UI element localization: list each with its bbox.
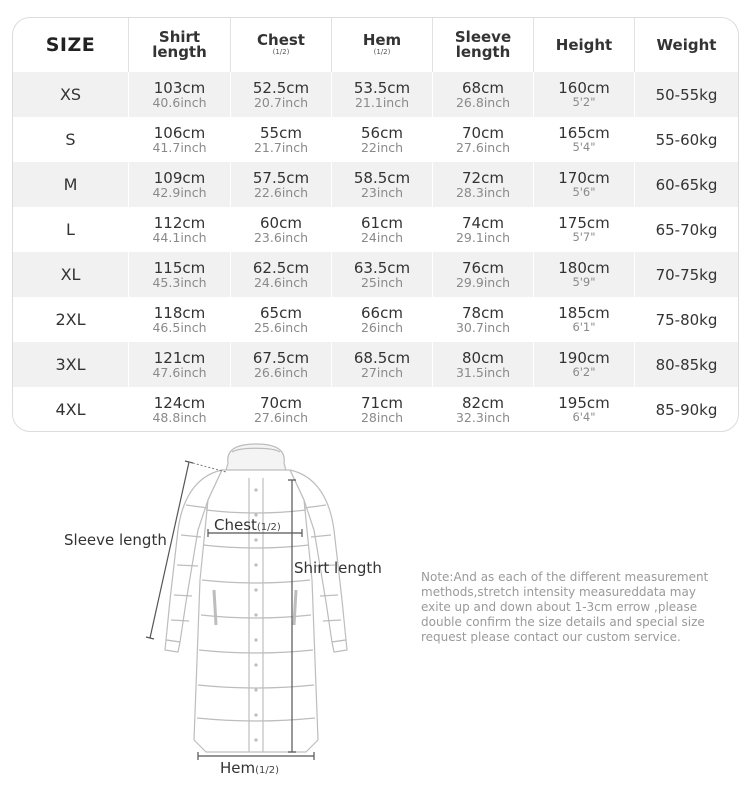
cell-hem xyxy=(332,252,433,297)
sleeve-length-value: 28.3inch xyxy=(455,184,511,200)
cell-shirt-length xyxy=(129,342,231,387)
hem-value: 27inch xyxy=(360,364,404,380)
sleeve-length-value: 26.8inch xyxy=(455,94,511,110)
cell-weight xyxy=(635,117,738,162)
cell-shirt-length xyxy=(129,387,231,432)
chest-value: 27.6inch xyxy=(253,409,309,425)
weight-value: 50-55kg xyxy=(655,85,718,104)
size-value: 4XL xyxy=(55,400,86,419)
height-value: 6'2" xyxy=(572,365,596,379)
chest-value: 52.5cm xyxy=(252,78,310,97)
hem-value: 66cm xyxy=(361,303,403,322)
cell-height xyxy=(534,207,635,252)
table-row xyxy=(13,252,738,297)
cell-size xyxy=(13,387,129,432)
hem-value: 58.5cm xyxy=(353,168,411,187)
cell-hem xyxy=(332,162,433,207)
cell-weight xyxy=(635,252,738,297)
header-size: SIZE xyxy=(13,18,129,72)
chest-value: 20.7inch xyxy=(253,94,309,110)
header-sleeve-length: Sleeve length xyxy=(433,18,534,72)
height-value: 5'4" xyxy=(572,140,596,154)
sleeve-length-value: 30.7inch xyxy=(455,319,511,335)
cell-weight xyxy=(635,342,738,387)
cell-chest xyxy=(231,297,332,342)
shirt-length-value: 42.9inch xyxy=(152,184,207,200)
cell-sleeve-length xyxy=(433,162,534,207)
cell-sleeve-length xyxy=(433,72,534,117)
shirt-length-value: 118cm xyxy=(153,303,206,322)
cell-shirt-length xyxy=(129,252,231,297)
height-value: 170cm xyxy=(558,169,610,187)
height-value: 195cm xyxy=(558,394,610,412)
cell-shirt-length xyxy=(129,162,231,207)
cell-hem xyxy=(332,207,433,252)
chest-value: 62.5cm xyxy=(252,258,310,277)
shirt-length-value: 124cm xyxy=(153,393,206,412)
size-value: 3XL xyxy=(55,355,86,374)
hem-value: 23inch xyxy=(360,184,404,200)
cell-hem xyxy=(332,297,433,342)
cell-chest xyxy=(231,342,332,387)
cell-size xyxy=(13,297,129,342)
hem-value: 24inch xyxy=(360,229,404,245)
cell-height xyxy=(534,252,635,297)
chest-value: 22.6inch xyxy=(253,184,309,200)
chest-label: Chest(1/2) xyxy=(214,516,281,534)
sleeve-length-value: 76cm xyxy=(462,258,504,277)
size-value: XL xyxy=(60,265,81,284)
sleeve-length-value: 74cm xyxy=(462,213,504,232)
hem-label: Hem(1/2) xyxy=(220,759,280,777)
cell-shirt-length xyxy=(129,117,231,162)
cell-chest xyxy=(231,387,332,432)
weight-value: 65-70kg xyxy=(655,220,718,239)
height-value: 160cm xyxy=(558,79,610,97)
header-height: Height xyxy=(534,18,635,72)
hem-value: 28inch xyxy=(360,409,404,425)
shirt-length-value: 121cm xyxy=(153,348,206,367)
chest-value: 24.6inch xyxy=(253,274,309,290)
shirt-length-value: 44.1inch xyxy=(152,229,207,245)
shirt-length-value: 47.6inch xyxy=(152,364,207,380)
shirt-length-value: 103cm xyxy=(153,78,206,97)
header-weight: Weight xyxy=(656,35,717,54)
height-value: 165cm xyxy=(558,124,610,142)
size-value: XS xyxy=(59,85,82,104)
height-value: 175cm xyxy=(558,214,610,232)
height-value: 5'9" xyxy=(572,275,596,289)
cell-height xyxy=(534,387,635,432)
size-value: 2XL xyxy=(55,310,86,329)
hem-value: 25inch xyxy=(360,274,404,290)
cell-height xyxy=(534,342,635,387)
weight-value: 75-80kg xyxy=(655,310,718,329)
cell-weight xyxy=(635,72,738,117)
chest-value: 70cm xyxy=(260,393,302,412)
shirt-length-value: 46.5inch xyxy=(152,319,207,335)
cell-shirt-length xyxy=(129,297,231,342)
cell-height xyxy=(534,117,635,162)
sleeve-length-value: 29.9inch xyxy=(455,274,511,290)
size-value: M xyxy=(63,175,78,194)
cell-sleeve-length xyxy=(433,252,534,297)
down-jacket-diagram xyxy=(140,440,370,790)
height-value: 5'7" xyxy=(572,230,596,244)
cell-height xyxy=(534,297,635,342)
chest-value: 65cm xyxy=(260,303,302,322)
cell-hem xyxy=(332,117,433,162)
measurement-note: Note:And as each of the different measurement methods,stretch intensity measureddata may exite up and down about 1-3cm errow ,please double confirm the size details and special size request please contact our custom service. xyxy=(421,570,709,644)
height-value: 180cm xyxy=(558,259,610,277)
sleeve-length-value: 72cm xyxy=(462,168,504,187)
hem-value: 53.5cm xyxy=(353,78,411,97)
cell-hem xyxy=(332,72,433,117)
shirt-length-label: Shirt length xyxy=(294,559,382,577)
hem-value: 22inch xyxy=(360,139,404,155)
weight-value: 60-65kg xyxy=(655,175,718,194)
cell-weight xyxy=(635,297,738,342)
weight-value: 70-75kg xyxy=(655,265,718,284)
shirt-length-value: 45.3inch xyxy=(152,274,207,290)
table-row xyxy=(13,117,738,162)
sleeve-length-label: Sleeve length xyxy=(64,531,167,549)
table-row xyxy=(13,387,738,432)
size-value: L xyxy=(66,220,75,239)
shirt-length-value: 48.8inch xyxy=(152,409,207,425)
cell-size xyxy=(13,162,129,207)
shirt-length-value: 106cm xyxy=(153,123,206,142)
table-row xyxy=(13,162,738,207)
sleeve-length-value: 80cm xyxy=(462,348,504,367)
table-row xyxy=(13,207,738,252)
header-hem: Hem (1/2) xyxy=(332,18,433,72)
cell-chest xyxy=(231,162,332,207)
height-value: 6'1" xyxy=(572,320,596,334)
size-chart-table xyxy=(12,17,739,432)
weight-value: 85-90kg xyxy=(655,400,718,419)
cell-size xyxy=(13,252,129,297)
table-row xyxy=(13,297,738,342)
header-shirt-length: Shirt length xyxy=(129,18,231,72)
sleeve-length-value: 82cm xyxy=(462,393,504,412)
hem-value: 21.1inch xyxy=(354,94,410,110)
cell-chest xyxy=(231,72,332,117)
table-row xyxy=(13,72,738,117)
table-row xyxy=(13,342,738,387)
cell-weight xyxy=(635,162,738,207)
height-value: 6'4" xyxy=(572,410,596,424)
cell-sleeve-length xyxy=(433,297,534,342)
sleeve-length-value: 32.3inch xyxy=(455,409,511,425)
weight-value: 80-85kg xyxy=(655,355,718,374)
cell-chest xyxy=(231,207,332,252)
hem-value: 63.5cm xyxy=(353,258,411,277)
cell-weight xyxy=(635,387,738,432)
hem-value: 61cm xyxy=(361,213,403,232)
cell-sleeve-length xyxy=(433,117,534,162)
chest-value: 26.6inch xyxy=(253,364,309,380)
cell-chest xyxy=(231,117,332,162)
sleeve-length-value: 31.5inch xyxy=(455,364,511,380)
sleeve-length-value: 70cm xyxy=(462,123,504,142)
cell-height xyxy=(534,72,635,117)
cell-shirt-length xyxy=(129,207,231,252)
shirt-length-value: 115cm xyxy=(153,258,206,277)
hem-value: 71cm xyxy=(361,393,403,412)
weight-value: 55-60kg xyxy=(655,130,718,149)
hem-value: 56cm xyxy=(361,123,403,142)
shirt-length-value: 40.6inch xyxy=(152,94,207,110)
hem-value: 26inch xyxy=(360,319,404,335)
cell-chest xyxy=(231,252,332,297)
sleeve-length-value: 29.1inch xyxy=(455,229,511,245)
header-chest: Chest (1/2) xyxy=(231,18,332,72)
chest-value: 23.6inch xyxy=(253,229,309,245)
height-value: 190cm xyxy=(558,349,610,367)
chest-value: 67.5cm xyxy=(252,348,310,367)
cell-hem xyxy=(332,342,433,387)
cell-hem xyxy=(332,387,433,432)
cell-sleeve-length xyxy=(433,207,534,252)
cell-weight xyxy=(635,207,738,252)
shirt-length-value: 109cm xyxy=(153,168,206,187)
cell-sleeve-length xyxy=(433,387,534,432)
sleeve-length-value: 78cm xyxy=(462,303,504,322)
cell-size xyxy=(13,72,129,117)
cell-sleeve-length xyxy=(433,342,534,387)
chest-value: 55cm xyxy=(260,123,302,142)
chest-value: 60cm xyxy=(260,213,302,232)
height-value: 5'6" xyxy=(572,185,596,199)
cell-size xyxy=(13,342,129,387)
table-header-row xyxy=(13,18,738,72)
size-value: S xyxy=(65,130,76,149)
chest-value: 25.6inch xyxy=(253,319,309,335)
cell-height xyxy=(534,162,635,207)
sleeve-length-value: 27.6inch xyxy=(455,139,511,155)
shirt-length-value: 112cm xyxy=(153,213,206,232)
height-value: 185cm xyxy=(558,304,610,322)
height-value: 5'2" xyxy=(572,95,596,109)
hem-value: 68.5cm xyxy=(353,348,411,367)
cell-shirt-length xyxy=(129,72,231,117)
chest-value: 57.5cm xyxy=(252,168,310,187)
chest-value: 21.7inch xyxy=(253,139,309,155)
shirt-length-value: 41.7inch xyxy=(152,139,207,155)
cell-size xyxy=(13,207,129,252)
cell-size xyxy=(13,117,129,162)
sleeve-length-value: 68cm xyxy=(462,78,504,97)
